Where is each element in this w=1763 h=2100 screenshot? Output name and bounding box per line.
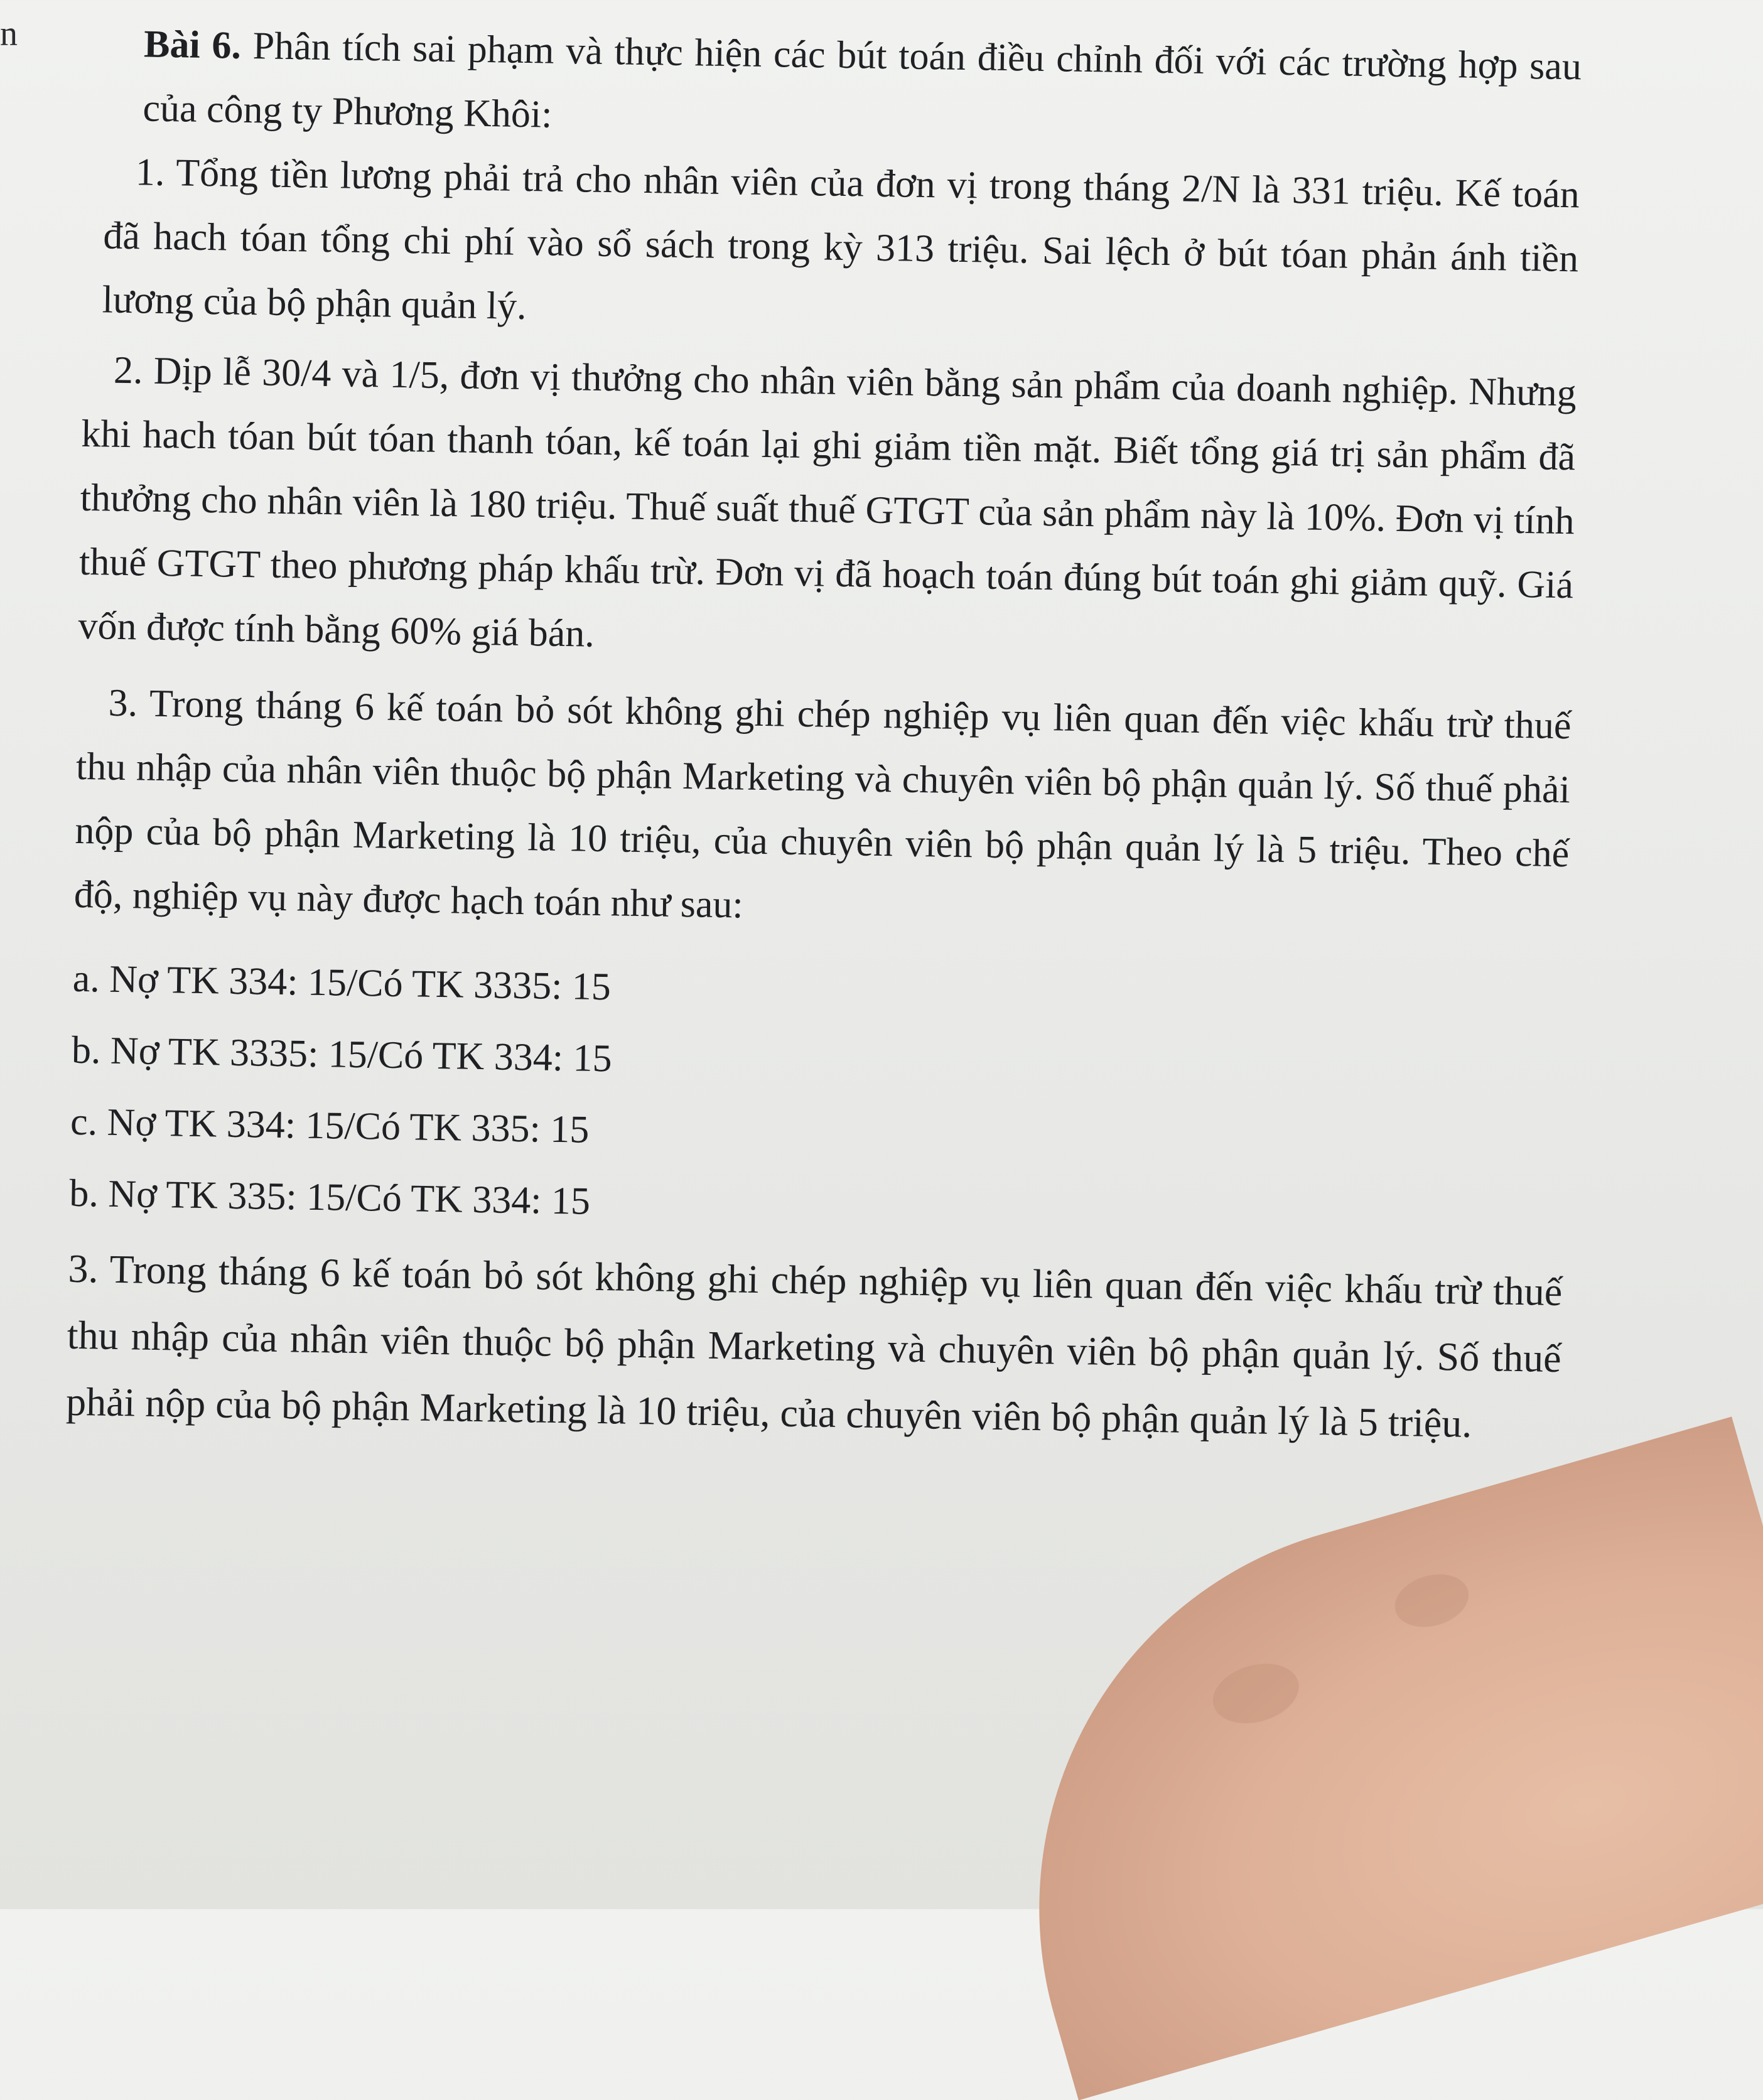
finger-image [947, 1417, 1763, 2100]
page-corner-text: n [0, 14, 18, 53]
exercise-title [86, 11, 1582, 163]
options-list [69, 943, 1568, 1252]
item-3: 3. Trong tháng 6 kế toán bỏ sót không ghi chép nghiệp vụ liên quan đến việc khấu trừ thuế thu nhập của nhân viên thuộc bộ phận Marketing và chuyên viên bộ phận quản lý. Số thuế phải nộp của bộ phận Marketing là 10 triệu, của chuyên viên bộ phận quản lý là 5 triệu. Theo chế độ, nghiệp vụ này được hạch toán như sau: [73, 681, 1572, 927]
knuckle-shade [1389, 1566, 1475, 1635]
knuckle-shade [1206, 1654, 1306, 1733]
exercise-number: Bài 6. [143, 23, 242, 67]
option-c: c. Nợ TK 334: 15/Có TK 335: 15 [70, 1100, 590, 1151]
exercise-instruction: Phân tích sai phạm và thực hiện các bút toán điều chỉnh đối với các trường hợp sau của công ty Phương Khôi: [143, 24, 1582, 136]
item-2: 2. Dịp lễ 30/4 và 1/5, đơn vị thưởng cho nhân viên bằng sản phẩm của doanh nghiệp. Nhưng khi hach tóan bút tóan thanh tóan, kế toán lại ghi giảm tiền mặt. Biết tổng giá trị sản phẩm đã thưởng cho nhân viên là 180 triệu. Thuế suất thuế GTGT của sản phẩm này là 10%. Đơn vị tính thuế GTGT theo phương pháp khấu trừ. Đơn vị đã hoạch toán đúng bút toán ghi giảm quỹ. Giá vốn được tính bằng 60% giá bán. [78, 348, 1577, 655]
option-a: a. Nợ TK 334: 15/Có TK 3335: 15 [72, 957, 612, 1009]
item-3-repeat: 3. Trong tháng 6 kế toán bỏ sót không ghi chép nghiệp vụ liên quan đến việc khấu trừ thuế thu nhập của nhân viên thuộc bộ phận Marketing và chuyên viên bộ phận quản lý. Số thuế phải nộp của bộ phận Marketing là 10 triệu, của chuyên viên bộ phận quản lý là 5 triệu. [65, 1246, 1563, 1446]
exercise-block [65, 11, 1582, 1458]
option-b: b. Nợ TK 3335: 15/Có TK 334: 15 [71, 1028, 613, 1080]
option-d: b. Nợ TK 335: 15/Có TK 334: 15 [68, 1171, 591, 1223]
item-1: 1. Tổng tiền lương phải trả cho nhân viên của đơn vị trong tháng 2/N là 331 triệu. Kế toán đã hach tóan tổng chi phí vào sổ sách trong kỳ 313 triệu. Sai lệch ở bút tóan phản ánh tiền lương của bộ phận quản lý. [102, 151, 1580, 328]
